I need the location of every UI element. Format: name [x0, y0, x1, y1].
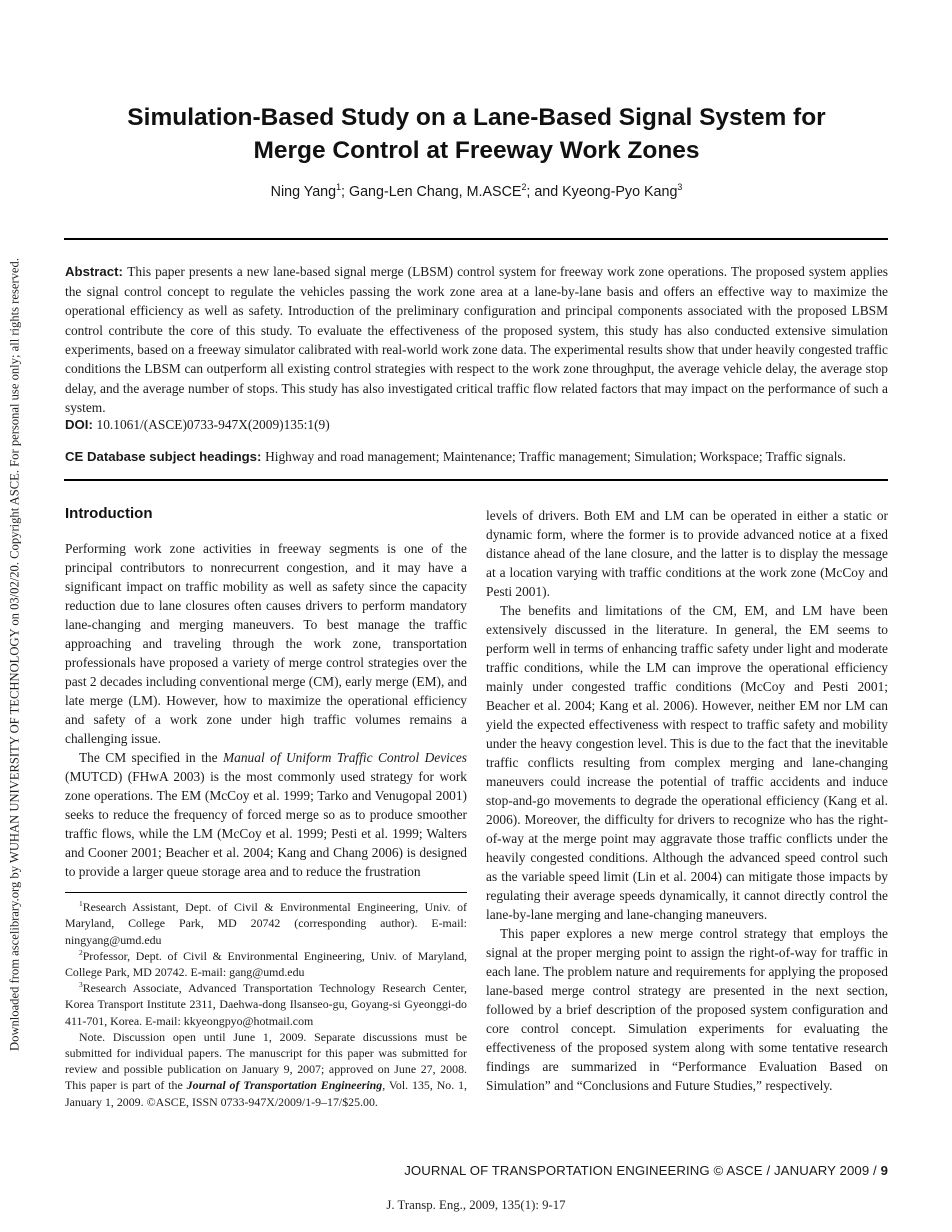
footnote-1-text: Research Assistant, Dept. of Civil & Environmental Engineering, Univ. of Maryland, College Park, MD 20742 (corresponding author). E-mail: ningyang@umd.edu [65, 900, 467, 947]
intro-paragraph-1: Performing work zone activities in freeway segments is one of the principal contributors to nonrecurrent congestion, and it may have a significant impact on traffic mobility as well as safety since the capacity reduction due to lane closures often causes drivers to perform mandatory lane-changing and merging maneuvers. To best manage the traffic approaching and traveling through the work zone, transportation professionals have proposed a variety of merge control strategies over the past 2 decades including conventional merge (CM), early merge (EM), and late merge (LM). However, how to maximize the operational efficiency and safety of a work zone under high traffic volumes remains a challenging issue. [65, 541, 467, 746]
body-paragraph-this-paper: This paper explores a new merge control strategy that employs the signal at the proper merging point to assign the right-of-way for traffic in each lane. The problem nature and requirements for applying the proposed lane-based merge control strategy are presented in the next section, followed by a brief description of the proposed system configuration and core control concept. Simulation experiments for evaluating the effectiveness of the proposed system along with some tentative research findings are summarized in “Performance Evaluation Based on Simulation” and “Conclusions and Future Studies,” respectively. [486, 926, 888, 1093]
footnote-3-text: Research Associate, Advanced Transportation Technology Research Center, Korea Transport Institute 2311, Daehwa-dong Ilsanseo-gu, Goyang-si Gyeonggi-do 411-701, Korea. E-mail: kkyeongpyo@hotmail.com [65, 981, 467, 1028]
ce-database-headings: CE Database subject headings: Highway and road management; Maintenance; Traffic management; Simulation; Workspace; Traffic signals. [65, 449, 846, 465]
paper-title-line-2: Merge Control at Freeway Work Zones [253, 137, 700, 164]
citation-footer: J. Transp. Eng., 2009, 135(1): 9-17 [386, 1198, 566, 1212]
footnote-3 [65, 980, 467, 1029]
footnote-divider-rule [65, 892, 467, 893]
right-column [486, 505, 888, 1095]
footnote-1 [65, 899, 467, 948]
top-divider-rule [64, 238, 888, 240]
note-paragraph: Note. Discussion open until June 1, 2009. Separate discussions must be submitted for individual papers. The manuscript for this paper was submitted for review and possible publication on January 9, 2007; approved on June 27, 2008. This paper is part of the Journal of Transportation Engineering, Vol. 135, No. 1, January 1, 2009. ©ASCE, ISSN 0733-947X/2009/1-9–17/$25.00. [65, 1029, 468, 1109]
body-paragraph-benefits: The benefits and limitations of the CM, EM, and LM have been extensively discussed in the literature. In general, the EM seems to perform well in terms of enhancing traffic safety under light and moderate traffic conditions, while the LM can improve the operational efficiency mainly under congested traffic conditions (McCoy and Pesti 2001; Beacher et al. 2004; Kang et al. 2006). However, neither EM nor LM can yield the expected effectiveness with respect to traffic safety and mobility under the heavy congestion level. This is due to the fact that the inevitable traffic conflicts resulting from complex merging and lane-changing maneuvers could increase the potential of traffic accidents and induce stop-and-go movements to degrade the operational efficiency (Kang et al. 2006). Moreover, the difficulty for drivers to recognize who has the right-of-way at the merge point may aggravate those traffic conflicts under the heavily congested conditions. Although the advanced speed control such as the variable speed limit (Lin et al. 2004) can mitigate those impacts by regulating their average speeds dynamically, it cannot directly control the lane-by-lane merging and lane-changing maneuvers. [486, 603, 888, 922]
sidebar-watermark: Downloaded from ascelibrary.org by WUHAN UNIVERSITY OF TECHNOLOGY on 03/02/20. Copyright ASCE. For personal use only; all rights reserved. [7, 258, 22, 1051]
mid-divider-rule [64, 479, 888, 481]
footnote-2-text: Professor, Dept. of Civil & Environmental Engineering, Univ. of Maryland, College Park, MD 20742. E-mail: gang@umd.edu [65, 948, 467, 979]
paper-title [65, 101, 888, 167]
paper-title-line-1: Simulation-Based Study on a Lane-Based Signal System for [127, 104, 826, 131]
introduction-heading: Introduction [65, 505, 153, 522]
intro-paragraph-2: The CM specified in the Manual of Uniform Traffic Control Devices (MUTCD) (FHwA 2003) is the most commonly used strategy for work zone operations. The EM (McCoy et al. 1999; Tarko and Venugopal 2001) seeks to reduce the frequency of forced merge so as to produce smoother traffic flows, while the LM (McCoy et al. 1999; Pesti et al. 1999; Walters and Cooner 2001; Beacher et al. 2004; Kang and Chang 2006) is designed to provide a larger queue storage area and to reduce the frustration [65, 750, 467, 879]
left-column [65, 505, 467, 1110]
footnote-1-marker: 1 [79, 899, 83, 909]
footnote-2-marker: 2 [79, 947, 83, 957]
abstract-paragraph: Abstract: This paper presents a new lane-based signal merge (LBSM) control system for freeway work zone operations. The proposed system applies the signal control concept to regulate the vehicles passing the work zone area at a lane-by-lane basis and offers an effective way to maximize the operational efficiency as well as safety. Introduction of the preliminary configuration and principal components associated with the proposed LBSM control contribute the core of this study. To evaluate the effectiveness of the proposed system, this study has also conducted extensive simulation experiments, based on a freeway simulator calibrated with real-world work zone data. The experimental results show that under heavily congested traffic conditions the LBSM can outperform all existing control strategies with respect to the work zone throughput, the average vehicle delay, the average stop delay, and the average number of stops. This study has also investigated critical traffic flow related factors that may impact on the performance of such a system. [65, 264, 888, 416]
footnote-2 [65, 948, 467, 980]
footnote-3-marker: 3 [79, 980, 83, 990]
body-paragraph-continuation: levels of drivers. Both EM and LM can be operated in either a static or dynamic form, where the former is to provide advanced notice at a fixed distance ahead of the lane closure, and the latter is to display the message at a location varying with traffic conditions at the work zone (McCoy and Pesti 2001). [486, 508, 888, 599]
authors-line: Ning Yang$^1$; Gang-Len Chang, M.ASCE$^2$; and Kyeong-Pyo Kang$^3$ [270, 182, 683, 200]
doi-line: DOI: 10.1061/(ASCE)0733-947X(2009)135:1(9) [65, 417, 330, 433]
two-column-body [65, 505, 888, 1110]
journal-footer: JOURNAL OF TRANSPORTATION ENGINEERING © ASCE / JANUARY 2009 / 9 [404, 1163, 888, 1178]
